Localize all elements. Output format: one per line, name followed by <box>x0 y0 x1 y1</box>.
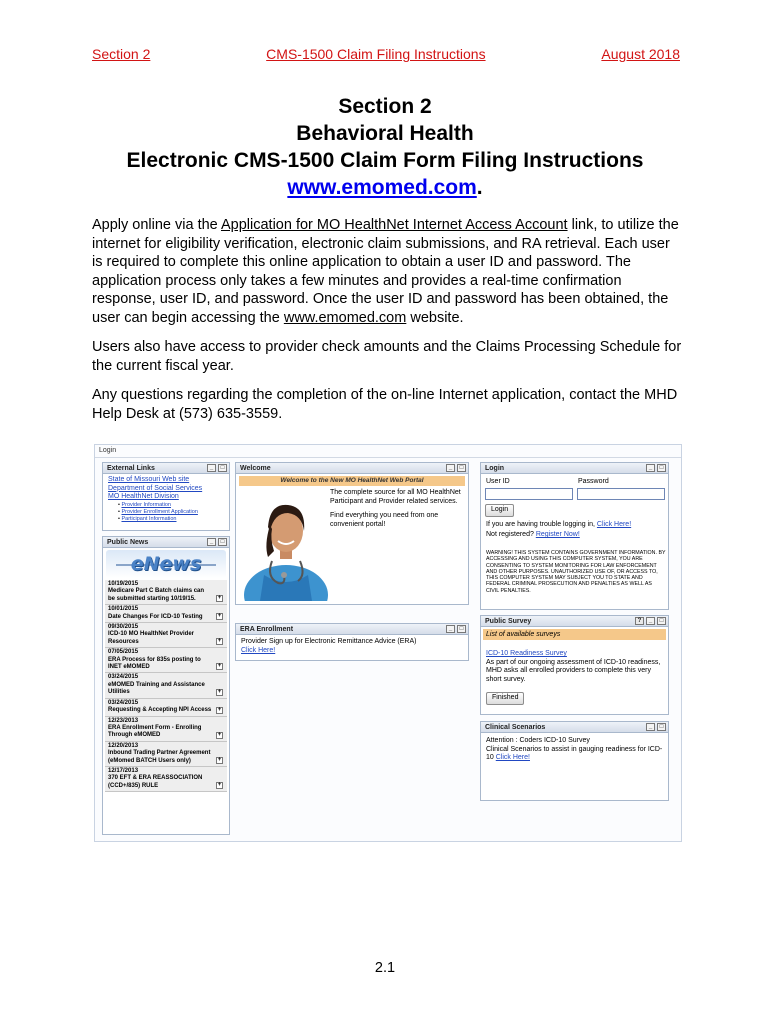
finished-button[interactable]: Finished <box>486 692 524 705</box>
public-news-header <box>103 537 229 548</box>
clinical-scenarios-header <box>481 722 668 733</box>
page-header <box>92 46 680 62</box>
maximize-icon[interactable]: □ <box>657 464 666 472</box>
public-news-title: Public News <box>107 539 149 546</box>
header-date: August 2018 <box>601 46 680 62</box>
page-number: 2.1 <box>374 960 396 976</box>
enews-logo <box>106 550 226 578</box>
welcome-title: Welcome <box>240 465 271 472</box>
mo-healthnet-division-link[interactable]: MO HealthNet Division <box>108 493 179 501</box>
expand-plus-icon[interactable]: + <box>217 638 222 645</box>
paragraph-help-desk: Any questions regarding the completion of the on-line Internet application, contact the MHD Help Desk at (573) 635-3559. <box>92 387 678 422</box>
help-icon[interactable]: ? <box>635 617 644 625</box>
password-label: Password <box>578 478 609 485</box>
expand-plus-icon[interactable]: + <box>217 731 222 738</box>
minimize-icon[interactable]: _ <box>446 464 455 472</box>
era-click-here-link[interactable]: Click Here! <box>241 646 276 654</box>
portal-tab-login: Login <box>99 447 117 454</box>
clinical-line-2-text: Clinical Scenarios to assist in gauging readiness for ICD-10 <box>486 745 663 762</box>
expand-plus-icon[interactable]: + <box>217 688 222 695</box>
era-text: Provider Sign up for Electronic Remittance Advice (ERA) <box>241 638 417 645</box>
survey-description: As part of our ongoing assessment of ICD-10 readiness, MHD asks all enrolled providers to complete this very short survey. <box>486 658 661 683</box>
public-news-panel <box>102 536 230 835</box>
survey-title: Public Survey <box>485 618 532 625</box>
external-links-title: External Links <box>107 465 155 472</box>
login-header <box>481 463 668 474</box>
maximize-icon[interactable]: □ <box>218 464 227 472</box>
welcome-text-1: The complete source for all MO HealthNet Participant and Provider related services. <box>330 489 461 505</box>
news-date: 12/17/2013 <box>108 767 139 774</box>
news-headline: ERA Enrollment Form - Enrolling Through eMOMED <box>108 724 202 739</box>
available-surveys-bar: List of available surveys <box>483 629 666 640</box>
news-date: 12/23/2013 <box>108 717 139 724</box>
news-item[interactable] <box>105 605 227 623</box>
maximize-icon[interactable]: □ <box>218 538 227 546</box>
paragraph-access: Users also have access to provider check amounts and the Claims Processing Schedule for the current fiscal year. <box>92 339 682 374</box>
minimize-icon[interactable]: _ <box>646 617 655 625</box>
participant-information-link[interactable]: Participant Information <box>121 515 177 522</box>
news-date: 10/19/2015 <box>108 581 139 587</box>
public-survey-header <box>481 616 668 627</box>
news-date: 03/24/2015 <box>108 674 139 681</box>
external-links-header <box>103 463 229 474</box>
news-item[interactable] <box>105 767 227 792</box>
trouble-click-here-link[interactable]: Click Here! <box>596 521 632 528</box>
document-title <box>60 93 710 201</box>
clinical-title: Clinical Scenarios <box>485 724 546 731</box>
login-button[interactable]: Login <box>485 504 514 517</box>
expand-plus-icon[interactable]: + <box>217 756 222 763</box>
news-headline: Inbound Trading Partner Agreement (eMomed BATCH Users only) <box>108 750 211 764</box>
title-line-2: Behavioral Health <box>296 122 474 145</box>
expand-plus-icon[interactable]: + <box>217 782 222 789</box>
maximize-icon[interactable]: □ <box>657 723 666 731</box>
news-headline: Date Changes For ICD-10 Testing <box>108 613 203 620</box>
news-item[interactable] <box>105 742 227 767</box>
clinical-click-here-link[interactable]: Click Here! <box>495 754 530 762</box>
news-date: 09/30/2015 <box>108 624 139 631</box>
maximize-icon[interactable]: □ <box>657 617 666 625</box>
clinical-line-2 <box>486 746 663 763</box>
provider-enrollment-link[interactable]: Provider Enrollment Application <box>121 508 198 515</box>
icd10-survey-link[interactable]: ICD-10 Readiness Survey <box>486 650 567 657</box>
expand-plus-icon[interactable]: + <box>217 613 222 620</box>
news-date: 03/24/2015 <box>108 699 139 706</box>
news-headline: ERA Process for 835s posting to INET eMOMED <box>108 656 201 671</box>
external-links-panel: External Links _ □ State of Missouri Web site Department of Social Services MO HealthNet Division • Provider Information • Provider Enrollment Application • Participant Information <box>102 462 230 531</box>
title-line-1: Section 2 <box>338 95 432 118</box>
provider-information-link[interactable]: Provider Information <box>121 501 171 508</box>
minimize-icon[interactable]: _ <box>646 723 655 731</box>
header-section: Section 2 <box>92 46 151 62</box>
register-now-link[interactable]: Register Now! <box>535 531 580 538</box>
expand-plus-icon[interactable]: + <box>217 595 222 602</box>
title-link-line <box>60 174 710 201</box>
enews-logo-text: eNews <box>130 553 202 575</box>
news-date: 10/01/2015 <box>108 606 139 613</box>
welcome-text-2: Find everything you need from one convenient portal! <box>330 512 439 528</box>
news-item[interactable] <box>105 623 227 648</box>
news-item[interactable] <box>105 580 227 605</box>
era-enrollment-panel <box>235 623 469 661</box>
not-registered-text: Not registered? <box>486 531 534 538</box>
login-trouble-line <box>486 521 666 530</box>
era-enrollment-header <box>236 624 468 635</box>
minimize-icon[interactable]: _ <box>646 464 655 472</box>
era-title: ERA Enrollment <box>240 626 294 633</box>
p1-text-c: website. <box>406 309 464 326</box>
user-id-input[interactable] <box>485 488 573 500</box>
clinical-scenarios-panel <box>480 721 669 801</box>
emomed-link[interactable]: www.emomed.com <box>287 176 477 199</box>
paragraph-application <box>92 216 682 327</box>
title-line-3: Electronic CMS-1500 Claim Form Filing Instructions <box>126 149 644 172</box>
news-date: 12/20/2013 <box>108 742 139 749</box>
emomed-website-link[interactable]: www.emomed.com <box>283 309 407 326</box>
news-headline: Medicare Part C Batch claims can be submitted starting 10/19/15. <box>108 588 205 602</box>
application-link[interactable]: Application for MO HealthNet Internet Access Account <box>220 217 568 233</box>
news-item[interactable] <box>105 699 227 717</box>
password-input[interactable] <box>577 488 665 500</box>
maximize-icon[interactable]: □ <box>457 625 466 633</box>
login-panel <box>480 462 669 610</box>
title-link-suffix: . <box>476 176 483 199</box>
news-item[interactable] <box>105 648 227 673</box>
welcome-panel <box>235 462 469 605</box>
login-title: Login <box>485 465 505 472</box>
p1-text-b: link, to utilize the internet for eligibility verification, electronic claim submissions, and RA retrieval. Each user is required to complete this online application to obtain a user ID and password. The application process only takes a few minutes and provides a real-time confirmation response, user ID, and password. Once the user ID and password has been obtained, the user can begin accessing the <box>92 217 679 326</box>
news-item[interactable] <box>105 673 227 698</box>
state-of-missouri-link[interactable]: State of Missouri Web site <box>108 476 190 483</box>
news-date: 07/05/2015 <box>108 649 139 656</box>
minimize-icon[interactable]: _ <box>207 464 216 472</box>
public-survey-panel <box>480 615 669 715</box>
welcome-header <box>236 463 468 474</box>
minimize-icon[interactable]: _ <box>446 625 455 633</box>
body-text <box>92 216 682 434</box>
header-doc-title: CMS-1500 Claim Filing Instructions <box>266 46 486 62</box>
expand-plus-icon[interactable]: + <box>217 663 222 670</box>
nurse-photo <box>242 491 328 601</box>
expand-plus-icon[interactable]: + <box>217 706 222 713</box>
portal-screenshot <box>94 444 682 842</box>
news-headline: Requesting & Accepting NPI Access <box>108 707 212 714</box>
security-warning: WARNING! THIS SYSTEM CONTAINS GOVERNMENT INFORMATION. BY ACCESSING AND USING THIS COMPUTER SYSTEM, YOU ARE CONSENTING TO SYSTEM MONITORING FOR LAW ENFORCEMENT AND OTHER PURPOSES. UNAUTHORIZED USE OF, OR ACCESS TO, THIS COMPUTER SYSTEM MAY SUBJECT YOU TO STATE AND FEDERAL CRIMINAL PROSECUTION AND PENALTIES AS WELL AS CIVIL PENALTIES. <box>486 550 666 594</box>
trouble-text: If you are having trouble logging in, <box>486 521 595 528</box>
minimize-icon[interactable]: _ <box>207 538 216 546</box>
news-headline: ICD-10 MO HealthNet Provider Resources <box>108 631 195 645</box>
news-headline: eMOMED Training and Assistance Utilities <box>108 681 205 696</box>
news-headline: 370 EFT & ERA REASSOCIATION (CCD+/835) RULE <box>108 775 203 789</box>
p1-text-a: Apply online via the <box>92 217 221 233</box>
welcome-banner: Welcome to the New MO HealthNet Web Portal <box>239 476 465 486</box>
register-line <box>486 531 666 540</box>
news-item[interactable] <box>105 717 227 742</box>
user-id-label: User ID <box>486 478 510 485</box>
social-services-link[interactable]: Department of Social Services <box>108 484 203 492</box>
news-list <box>105 580 227 792</box>
maximize-icon[interactable]: □ <box>457 464 466 472</box>
clinical-line-1: Attention : Coders ICD-10 Survey <box>486 737 590 744</box>
